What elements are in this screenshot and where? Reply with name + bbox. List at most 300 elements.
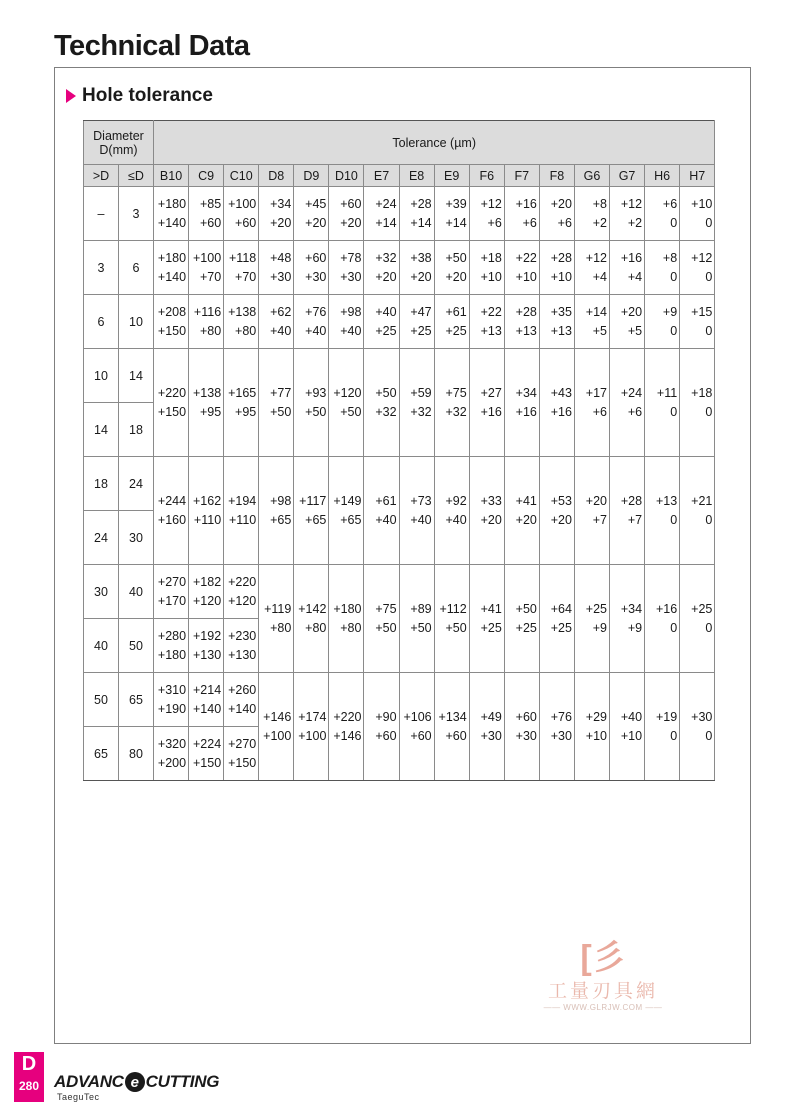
- lower-deviation: +30: [340, 269, 362, 284]
- upper-deviation: +78: [340, 250, 362, 265]
- tolerance-cell: [680, 241, 715, 295]
- tolerance-cell: [399, 457, 434, 565]
- tolerance-cell: [539, 565, 574, 673]
- upper-deviation: +230: [228, 628, 257, 643]
- lower-deviation: +140: [157, 269, 187, 284]
- lower-deviation: 0: [670, 404, 678, 419]
- upper-deviation: +16: [655, 601, 678, 616]
- tolerance-cell: [189, 349, 224, 457]
- tolerance-cell: [504, 187, 539, 241]
- lower-deviation: +6: [627, 404, 643, 419]
- upper-deviation: +92: [445, 493, 467, 508]
- upper-deviation: +182: [193, 574, 222, 589]
- logo-e-icon: e: [125, 1072, 145, 1092]
- lower-deviation: +60: [235, 215, 257, 230]
- tolerance-cell: [504, 295, 539, 349]
- tolerance-cell: [189, 565, 224, 619]
- column-header: D9: [294, 165, 329, 187]
- lower-deviation: 0: [705, 512, 713, 527]
- upper-deviation: +75: [445, 385, 467, 400]
- lower-deviation: +20: [480, 512, 502, 527]
- upper-deviation: +18: [480, 250, 502, 265]
- tolerance-cell: [259, 457, 294, 565]
- tolerance-cell: [469, 241, 504, 295]
- lower-deviation: +16: [515, 404, 537, 419]
- tolerance-cell: [645, 673, 680, 781]
- lower-deviation: +10: [585, 728, 608, 743]
- upper-deviation: +146: [263, 709, 292, 724]
- lower-deviation: +2: [592, 215, 608, 230]
- tolerance-cell: [224, 619, 259, 673]
- upper-deviation: +174: [298, 709, 327, 724]
- column-header: D8: [259, 165, 294, 187]
- tolerance-cell: [539, 241, 574, 295]
- tolerance-cell: [294, 349, 329, 457]
- lower-deviation: +16: [550, 404, 572, 419]
- upper-deviation: +28: [515, 304, 537, 319]
- upper-deviation: +34: [515, 385, 537, 400]
- lower-deviation: +50: [375, 620, 397, 635]
- gt-header: >D: [84, 165, 119, 187]
- tolerance-cell: [574, 457, 609, 565]
- upper-deviation: +38: [410, 250, 432, 265]
- upper-deviation: +117: [299, 493, 327, 508]
- lower-deviation: 0: [670, 269, 678, 284]
- tolerance-cell: [399, 349, 434, 457]
- tolerance-cell: [680, 673, 715, 781]
- upper-deviation: +75: [375, 601, 397, 616]
- lower-deviation: +50: [305, 404, 327, 419]
- upper-deviation: +30: [691, 709, 713, 724]
- tolerance-cell: [610, 673, 645, 781]
- lower-deviation: +170: [157, 593, 187, 608]
- upper-deviation: +77: [270, 385, 292, 400]
- upper-deviation: +8: [592, 196, 608, 211]
- tolerance-cell: [645, 187, 680, 241]
- table-row: [84, 673, 715, 727]
- lower-deviation: +25: [445, 323, 467, 338]
- tolerance-cell: [189, 187, 224, 241]
- tolerance-cell: [189, 241, 224, 295]
- lower-deviation: +50: [410, 620, 432, 635]
- diameter-gt: –: [84, 187, 119, 241]
- lower-deviation: +40: [340, 323, 362, 338]
- upper-deviation: +47: [410, 304, 432, 319]
- watermark-logo-icon: [彡: [580, 939, 626, 977]
- tolerance-cell: [469, 187, 504, 241]
- lower-deviation: +25: [375, 323, 397, 338]
- column-header: H7: [680, 165, 715, 187]
- lower-deviation: +30: [515, 728, 537, 743]
- upper-deviation: +162: [193, 493, 222, 508]
- tolerance-cell: [504, 241, 539, 295]
- upper-deviation: +64: [550, 601, 572, 616]
- upper-deviation: +192: [193, 628, 222, 643]
- lower-deviation: +120: [228, 593, 257, 608]
- tolerance-cell: [329, 295, 364, 349]
- upper-deviation: +6: [662, 196, 678, 211]
- tolerance-cell: [574, 349, 609, 457]
- upper-deviation: +15: [691, 304, 713, 319]
- lower-deviation: +13: [550, 323, 572, 338]
- lower-deviation: +16: [480, 404, 502, 419]
- upper-deviation: +14: [585, 304, 608, 319]
- lower-deviation: +50: [270, 404, 292, 419]
- table-row: [84, 241, 715, 295]
- lower-deviation: +6: [522, 215, 537, 230]
- upper-deviation: +53: [550, 493, 572, 508]
- lower-deviation: +180: [157, 647, 187, 662]
- upper-deviation: +40: [375, 304, 397, 319]
- lower-deviation: +14: [445, 215, 467, 230]
- section-title: [66, 85, 213, 107]
- upper-deviation: +220: [333, 709, 362, 724]
- triangle-bullet-icon: [66, 89, 76, 103]
- watermark: [533, 940, 673, 1012]
- column-header: E8: [399, 165, 434, 187]
- upper-deviation: +40: [620, 709, 643, 724]
- tolerance-cell: [610, 565, 645, 673]
- lower-deviation: +25: [410, 323, 432, 338]
- lower-deviation: +150: [157, 404, 187, 419]
- upper-deviation: +180: [157, 250, 187, 265]
- tolerance-cell: [610, 295, 645, 349]
- lower-deviation: 0: [705, 269, 713, 284]
- upper-deviation: +61: [445, 304, 467, 319]
- lower-deviation: +60: [375, 728, 397, 743]
- upper-deviation: +41: [480, 601, 502, 616]
- lower-deviation: +40: [445, 512, 467, 527]
- page-title: Technical Data: [54, 30, 250, 62]
- lower-deviation: +60: [410, 728, 432, 743]
- tolerance-cell: [469, 457, 504, 565]
- lower-deviation: +25: [480, 620, 502, 635]
- lower-deviation: +13: [480, 323, 502, 338]
- lower-deviation: +110: [229, 512, 257, 527]
- diameter-le: 30: [119, 511, 154, 565]
- lower-deviation: +20: [445, 269, 467, 284]
- upper-deviation: +25: [691, 601, 713, 616]
- column-header: D10: [329, 165, 364, 187]
- diameter-le: 65: [119, 673, 154, 727]
- lower-deviation: +4: [627, 269, 643, 284]
- tolerance-cell: [154, 457, 189, 565]
- upper-deviation: +208: [157, 304, 187, 319]
- column-header: F8: [539, 165, 574, 187]
- upper-deviation: +28: [410, 196, 432, 211]
- upper-deviation: +16: [515, 196, 537, 211]
- upper-deviation: +48: [270, 250, 292, 265]
- upper-deviation: +39: [445, 196, 467, 211]
- upper-deviation: +21: [691, 493, 713, 508]
- lower-deviation: +60: [445, 728, 467, 743]
- tolerance-cell: [434, 295, 469, 349]
- section-letter: D: [21, 1053, 37, 1075]
- table-row: [84, 187, 715, 241]
- tolerance-cell: [189, 673, 224, 727]
- tolerance-cell: [645, 349, 680, 457]
- upper-deviation: +76: [305, 304, 327, 319]
- upper-deviation: +142: [298, 601, 327, 616]
- logo-text-left: ADVANC: [54, 1072, 124, 1091]
- lower-deviation: +95: [235, 404, 257, 419]
- upper-deviation: +62: [270, 304, 292, 319]
- lower-deviation: +32: [375, 404, 397, 419]
- column-header: G7: [610, 165, 645, 187]
- upper-deviation: +20: [585, 493, 608, 508]
- diameter-gt: 14: [84, 403, 119, 457]
- tolerance-cell: [574, 187, 609, 241]
- lower-deviation: +150: [157, 323, 187, 338]
- lower-deviation: +80: [235, 323, 257, 338]
- lower-deviation: +200: [157, 755, 187, 770]
- upper-deviation: +22: [480, 304, 502, 319]
- tolerance-cell: [364, 295, 399, 349]
- table-row: [84, 565, 715, 619]
- tolerance-cell: [399, 241, 434, 295]
- tolerance-cell: [574, 295, 609, 349]
- tolerance-cell: [329, 349, 364, 457]
- lower-deviation: +95: [199, 404, 222, 419]
- logo-text-right: CUTTING: [145, 1072, 220, 1091]
- lower-deviation: +140: [157, 215, 187, 230]
- diameter-gt: 3: [84, 241, 119, 295]
- tolerance-cell: [259, 349, 294, 457]
- tolerance-cell: [364, 457, 399, 565]
- diameter-le: 14: [119, 349, 154, 403]
- tolerance-cell: [680, 565, 715, 673]
- hole-tolerance-table: [83, 120, 715, 781]
- lower-deviation: +20: [515, 512, 537, 527]
- upper-deviation: +25: [585, 601, 608, 616]
- watermark-chinese: 工量刃具網: [547, 980, 658, 1002]
- diameter-le: 6: [119, 241, 154, 295]
- lower-deviation: +30: [270, 269, 292, 284]
- lower-deviation: +130: [228, 647, 257, 662]
- lower-deviation: +140: [193, 701, 222, 716]
- upper-deviation: +224: [193, 736, 222, 751]
- tolerance-cell: [504, 565, 539, 673]
- lower-deviation: +80: [199, 323, 222, 338]
- column-header: G6: [574, 165, 609, 187]
- upper-deviation: +89: [410, 601, 432, 616]
- upper-deviation: +100: [193, 250, 222, 265]
- upper-deviation: +28: [550, 250, 572, 265]
- tolerance-cell: [364, 565, 399, 673]
- upper-deviation: +59: [410, 385, 432, 400]
- tolerance-cell: [504, 349, 539, 457]
- column-header: C9: [189, 165, 224, 187]
- tolerance-cell: [645, 241, 680, 295]
- tolerance-cell: [434, 565, 469, 673]
- logo-subtext: TaeguTec: [57, 1092, 100, 1102]
- lower-deviation: +70: [199, 269, 222, 284]
- diameter-gt: 30: [84, 565, 119, 619]
- tolerance-cell: [294, 187, 329, 241]
- lower-deviation: +80: [305, 620, 327, 635]
- upper-deviation: +10: [691, 196, 713, 211]
- tolerance-cell: [680, 349, 715, 457]
- upper-deviation: +60: [305, 250, 327, 265]
- table-row: [84, 349, 715, 403]
- upper-deviation: +16: [620, 250, 643, 265]
- lower-deviation: +100: [298, 728, 327, 743]
- upper-deviation: +50: [375, 385, 397, 400]
- lower-deviation: +25: [515, 620, 537, 635]
- lower-deviation: +30: [305, 269, 327, 284]
- column-header: F7: [504, 165, 539, 187]
- tolerance-cell: [154, 619, 189, 673]
- lower-deviation: +14: [375, 215, 397, 230]
- column-header: C10: [224, 165, 259, 187]
- lower-deviation: 0: [670, 512, 678, 527]
- tolerance-cell: [364, 349, 399, 457]
- upper-deviation: +49: [480, 709, 502, 724]
- lower-deviation: +40: [270, 323, 292, 338]
- tolerance-cell: [680, 295, 715, 349]
- upper-deviation: +180: [333, 601, 362, 616]
- tolerance-cell: [329, 457, 364, 565]
- lower-deviation: +50: [445, 620, 467, 635]
- lower-deviation: +20: [305, 215, 327, 230]
- lower-deviation: 0: [670, 215, 678, 230]
- upper-deviation: +112: [439, 601, 467, 616]
- lower-deviation: +25: [550, 620, 572, 635]
- tolerance-cell: [224, 673, 259, 727]
- diameter-gt: 50: [84, 673, 119, 727]
- upper-deviation: +149: [333, 493, 362, 508]
- upper-deviation: +134: [438, 709, 467, 724]
- tolerance-cell: [504, 673, 539, 781]
- lower-deviation: +140: [228, 701, 257, 716]
- diameter-le: 40: [119, 565, 154, 619]
- tolerance-cell: [224, 457, 259, 565]
- lower-deviation: +10: [515, 269, 537, 284]
- tolerance-cell: [645, 565, 680, 673]
- upper-deviation: +11: [656, 385, 678, 400]
- upper-deviation: +61: [375, 493, 397, 508]
- upper-deviation: +98: [270, 493, 292, 508]
- section-title-text: Hole tolerance: [82, 85, 213, 106]
- column-header: H6: [645, 165, 680, 187]
- upper-deviation: +280: [157, 628, 187, 643]
- lower-deviation: +150: [193, 755, 222, 770]
- tolerance-cell: [539, 187, 574, 241]
- column-header: F6: [469, 165, 504, 187]
- upper-deviation: +34: [270, 196, 292, 211]
- tolerance-cell: [329, 241, 364, 295]
- upper-deviation: +33: [480, 493, 502, 508]
- upper-deviation: +60: [340, 196, 362, 211]
- diameter-gt: 6: [84, 295, 119, 349]
- lower-deviation: +60: [199, 215, 222, 230]
- upper-deviation: +106: [403, 709, 432, 724]
- tolerance-cell: [294, 241, 329, 295]
- lower-deviation: +7: [627, 512, 643, 527]
- upper-deviation: +220: [228, 574, 257, 589]
- tolerance-cell: [224, 349, 259, 457]
- tolerance-cell: [574, 673, 609, 781]
- lower-deviation: 0: [670, 323, 678, 338]
- tolerance-cell: [434, 349, 469, 457]
- upper-deviation: +50: [445, 250, 467, 265]
- diameter-header-line2: D(mm): [99, 142, 138, 157]
- diameter-le: 18: [119, 403, 154, 457]
- lower-deviation: +9: [627, 620, 643, 635]
- lower-deviation: +32: [445, 404, 467, 419]
- tolerance-cell: [329, 673, 364, 781]
- tolerance-cell: [154, 295, 189, 349]
- upper-deviation: +28: [620, 493, 643, 508]
- tolerance-cell: [645, 295, 680, 349]
- tolerance-cell: [539, 295, 574, 349]
- lower-deviation: +20: [270, 215, 292, 230]
- lower-deviation: 0: [705, 620, 713, 635]
- lower-deviation: +40: [305, 323, 327, 338]
- tolerance-cell: [189, 295, 224, 349]
- lower-deviation: +130: [193, 647, 222, 662]
- upper-deviation: +20: [620, 304, 643, 319]
- table-row: [84, 295, 715, 349]
- upper-deviation: +214: [193, 682, 222, 697]
- section-tab: [14, 1052, 44, 1102]
- tolerance-cell: [259, 565, 294, 673]
- upper-deviation: +244: [157, 493, 187, 508]
- upper-deviation: +73: [410, 493, 432, 508]
- lower-deviation: +160: [157, 512, 187, 527]
- tolerance-cell: [399, 673, 434, 781]
- upper-deviation: +320: [157, 736, 187, 751]
- upper-deviation: +220: [157, 385, 187, 400]
- lower-deviation: +70: [235, 269, 257, 284]
- upper-deviation: +24: [375, 196, 397, 211]
- lower-deviation: +65: [340, 512, 362, 527]
- lower-deviation: +30: [550, 728, 572, 743]
- tolerance-cell: [610, 187, 645, 241]
- lower-deviation: +50: [340, 404, 362, 419]
- tolerance-cell: [329, 565, 364, 673]
- tolerance-cell: [469, 565, 504, 673]
- diameter-le: 10: [119, 295, 154, 349]
- tolerance-cell: [434, 187, 469, 241]
- le-header: ≤D: [119, 165, 154, 187]
- upper-deviation: +17: [585, 385, 608, 400]
- tolerance-cell: [434, 241, 469, 295]
- upper-deviation: +76: [550, 709, 572, 724]
- tolerance-cell: [224, 295, 259, 349]
- diameter-le: 50: [119, 619, 154, 673]
- lower-deviation: +14: [410, 215, 432, 230]
- lower-deviation: +100: [263, 728, 292, 743]
- upper-deviation: +13: [655, 493, 678, 508]
- tolerance-cell: [469, 673, 504, 781]
- upper-deviation: +12: [691, 250, 713, 265]
- lower-deviation: +190: [157, 701, 187, 716]
- tolerance-cell: [224, 241, 259, 295]
- upper-deviation: +27: [480, 385, 502, 400]
- lower-deviation: +146: [333, 728, 362, 743]
- tolerance-cell: [224, 187, 259, 241]
- tolerance-cell: [189, 727, 224, 781]
- column-header: B10: [154, 165, 189, 187]
- page-number: 280: [18, 1079, 40, 1093]
- tolerance-cell: [259, 673, 294, 781]
- lower-deviation: +2: [627, 215, 643, 230]
- tolerance-cell: [224, 727, 259, 781]
- upper-deviation: +138: [228, 304, 257, 319]
- upper-deviation: +120: [333, 385, 362, 400]
- lower-deviation: +9: [592, 620, 608, 635]
